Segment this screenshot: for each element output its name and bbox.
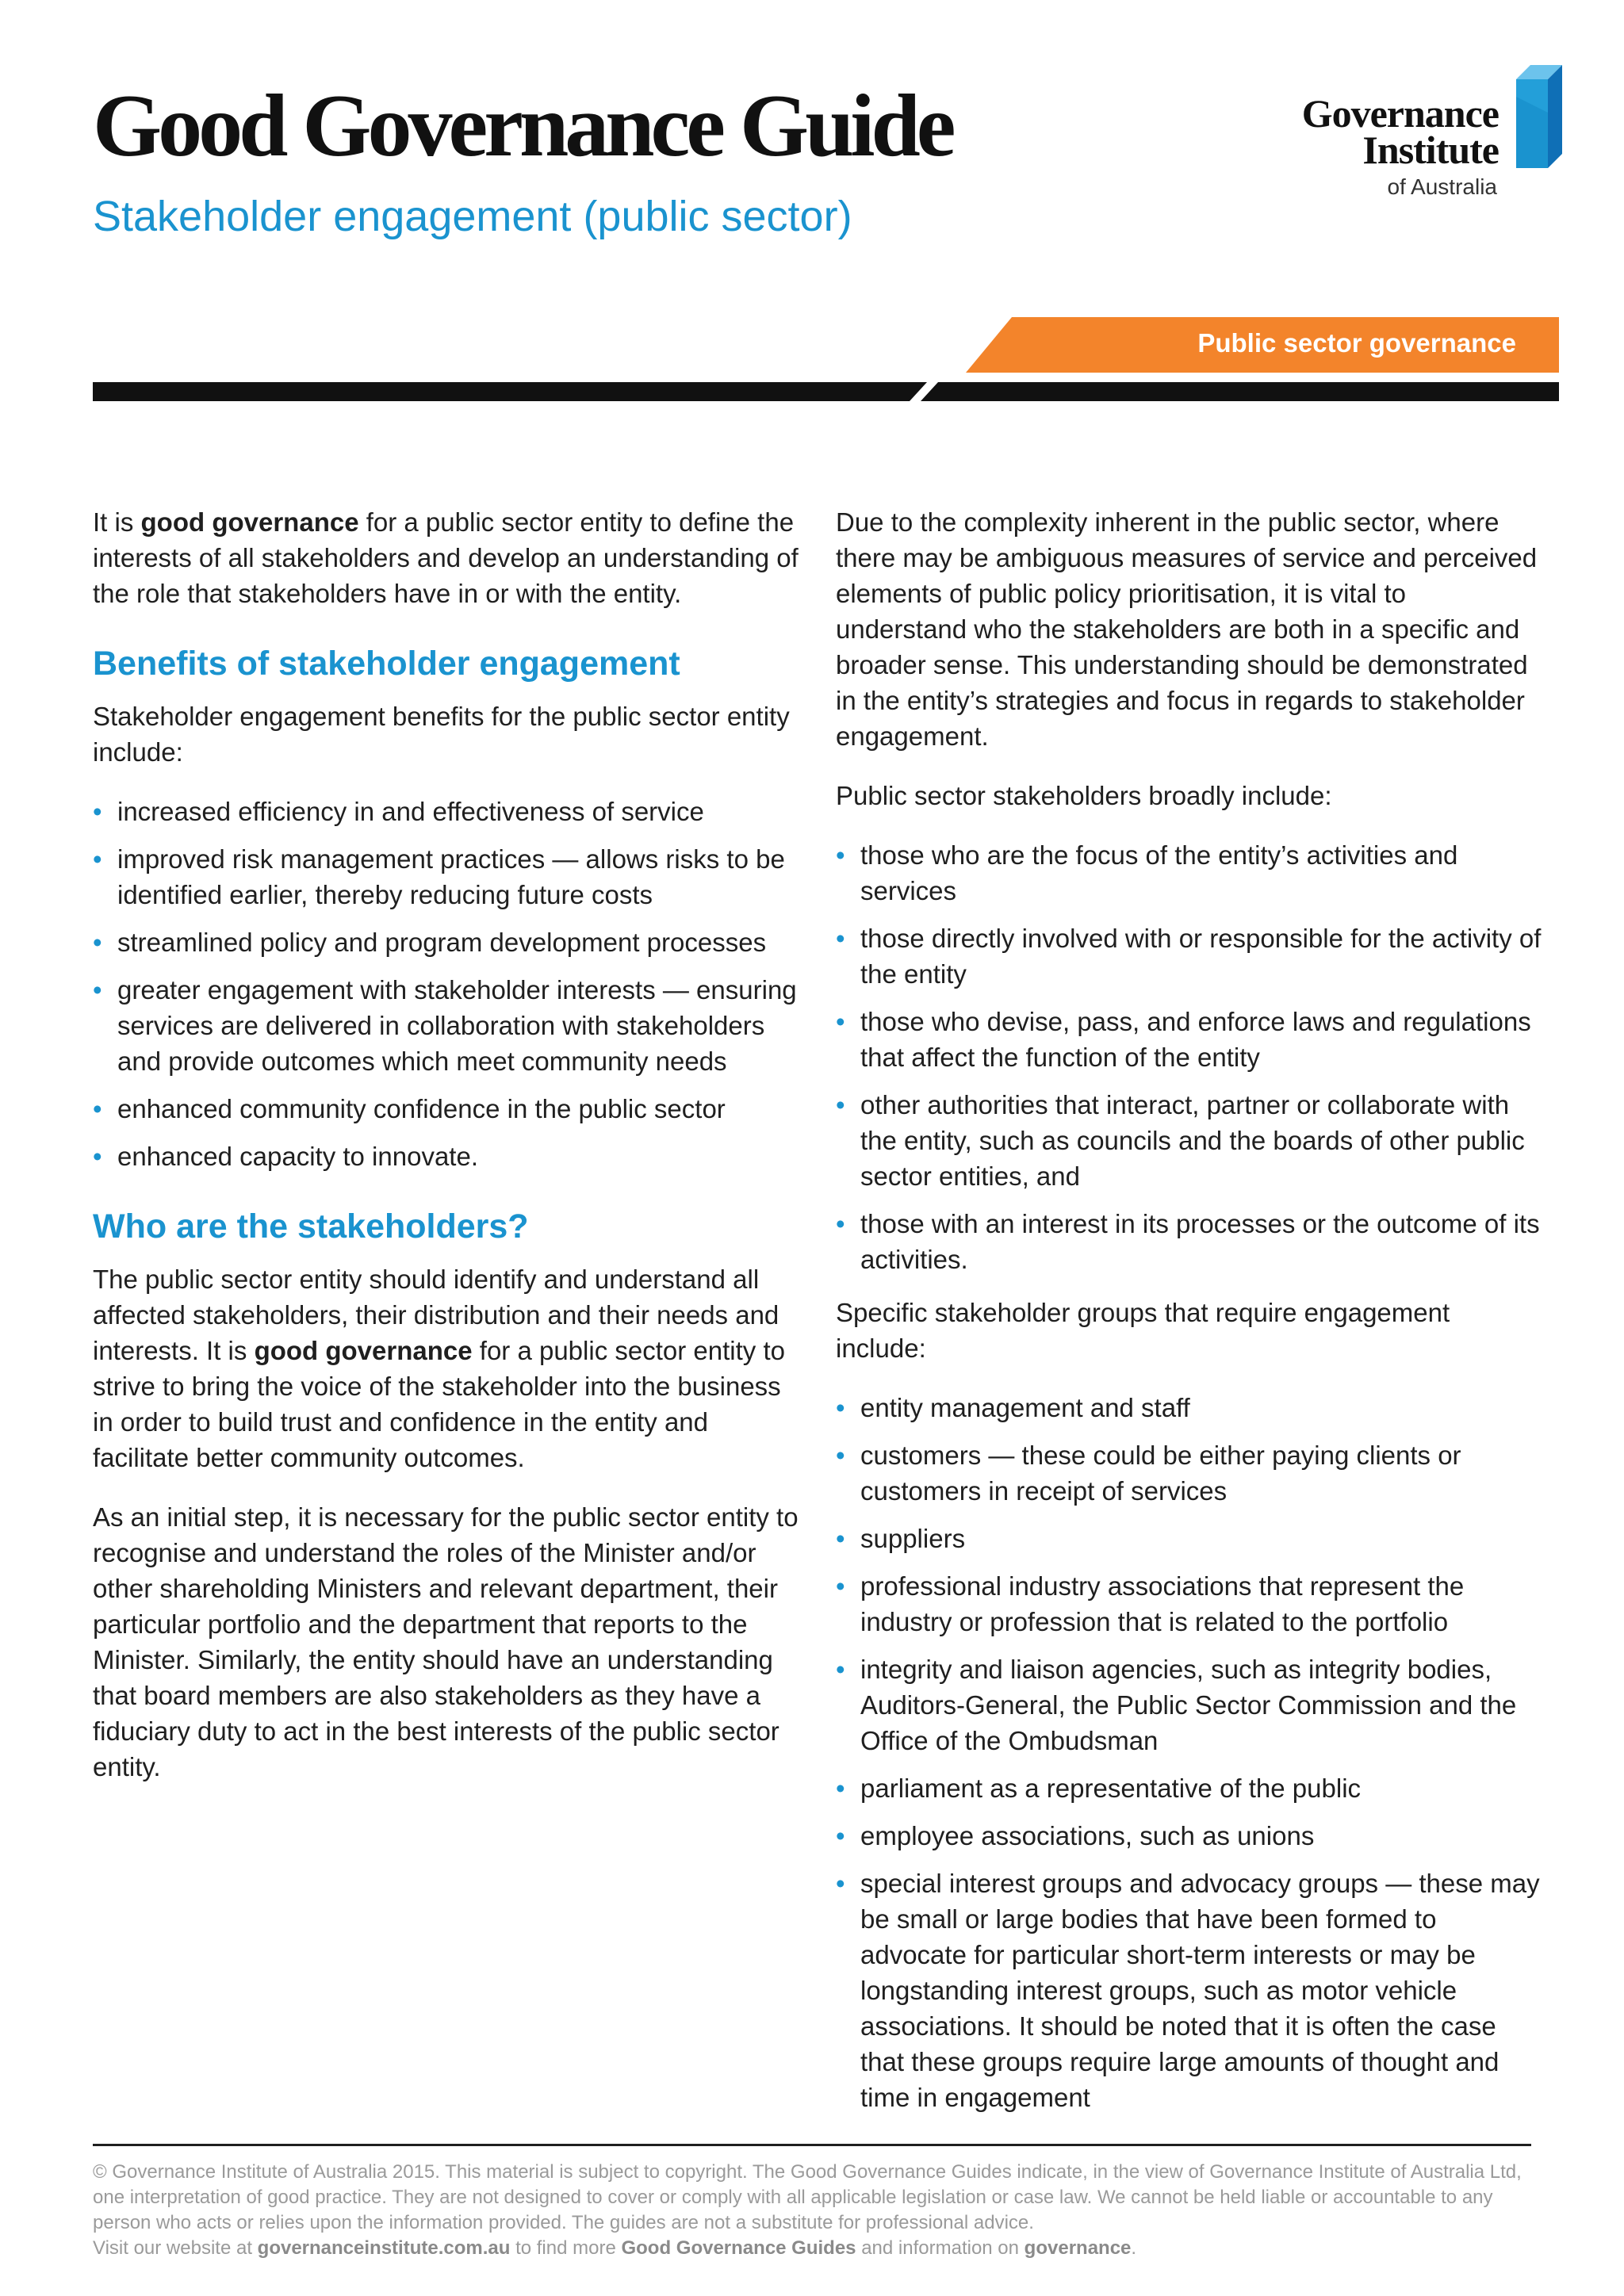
list-item: • those directly involved with or responsible for the activity of the entity (836, 920, 1542, 992)
complexity-paragraph: Due to the complexity inherent in the public sector, where there may be ambiguous measures of service and perceived elements of public policy prioritisation, it is vital to understand who the stakeholders are both in a specific and broader sense. This understanding should be demonstrated in the entity’s strategies and focus in regards to stakeholder engagement. (836, 507, 1538, 751)
broad-stakeholders-list (836, 837, 1542, 1277)
list-item: • improved risk management practices — allows risks to be identified earlier, thereby reducing future costs (93, 841, 799, 913)
website-line: Visit our website at governanceinstitute.com.au to find more Good Governance Guides and information on governance. (93, 2237, 1137, 2259)
broad-intro: Public sector stakeholders broadly include: (836, 781, 1332, 810)
who-paragraph-2: As an initial step, it is necessary for the public sector entity to recognise and understand the roles of the Minister and/or other shareholding Ministers and relevant department, their particular portfolio and the department that reports to the Minister. Similarly, the entity should have an understanding that board members are also stakeholders as they have a fiduciary duty to act in the best interests of the public sector entity. (93, 1502, 799, 1781)
intro-paragraph: It is good governance for a public sector entity to define the interests of all stakeholders and develop an understanding of the role that stakeholders have in or with the entity. (93, 507, 799, 608)
list-item: • those who devise, pass, and enforce laws and regulations that affect the function of the entity (836, 1004, 1542, 1075)
list-item: • other authorities that interact, partner or collaborate with the entity, such as councils and the boards of other public sector entities, and (836, 1087, 1542, 1194)
who-paragraph-1: The public sector entity should identify and understand all affected stakeholders, their distribution and their needs and interests. It is good governance for a public sector entity to strive to bring the voice of the stakeholder into the business in order to build trust and confidence in the entity and facilitate better community outcomes. (93, 1265, 785, 1472)
list-item: • suppliers (836, 1521, 1542, 1556)
page-subtitle: Stakeholder engagement (public sector) (93, 193, 852, 240)
logo-mark-icon (1516, 65, 1562, 168)
list-item: • increased efficiency in and effectiveness of service (93, 794, 799, 829)
website-link[interactable]: governanceinstitute.com.au (257, 2237, 511, 2259)
benefits-list (93, 794, 799, 1174)
who-heading: Who are the stakeholders? (93, 1207, 529, 1246)
benefits-intro: Stakeholder engagement benefits for the public sector entity include: (93, 702, 790, 767)
left-column (93, 504, 799, 1808)
footer (93, 2160, 1531, 2261)
logo-line-2: Institute (1362, 128, 1499, 172)
banner-label: Public sector governance (1197, 328, 1516, 358)
governance-institute-logo (1261, 65, 1562, 200)
benefits-heading: Benefits of stakeholder engagement (93, 645, 680, 683)
list-item: • enhanced capacity to innovate. (93, 1138, 799, 1174)
list-item: • those with an interest in its processes or the outcome of its activities. (836, 1206, 1542, 1277)
list-item: • those who are the focus of the entity’s activities and services (836, 837, 1542, 909)
logo-line-1: Governance (1301, 91, 1499, 136)
list-item: • special interest groups and advocacy groups — these may be small or large bodies that have been formed to advocate for particular short-term interests or may be longstanding interest groups, such as motor vehicle associations. It should be noted that it is often the case that these groups require large amounts of thought and time in engagement (836, 1866, 1542, 2115)
list-item: • professional industry associations that represent the industry or profession that is related to the portfolio (836, 1568, 1542, 1640)
specific-intro: Specific stakeholder groups that require engagement include: (836, 1298, 1450, 1363)
footer-divider (93, 2144, 1531, 2146)
logo-line-3: of Australia (1387, 174, 1497, 199)
right-column (836, 504, 1542, 2133)
copyright-notice: © Governance Institute of Australia 2015. This material is subject to copyright. The Good Governance Guides indicate, in the view of Governance Institute of Australia Ltd, one interpretation of good practice. They are not designed to cover or comply with all applicable legislation or case law. We cannot be held liable or accountable to any person who acts or relies upon the information provided. The guides are not a substitute for professional advice. (93, 2161, 1522, 2233)
list-item: • integrity and liaison agencies, such as integrity bodies, Auditors-General, the Public Sector Commission and the Office of the Ombudsman (836, 1651, 1542, 1758)
list-item: • employee associations, such as unions (836, 1818, 1542, 1854)
list-item: • greater engagement with stakeholder interests — ensuring services are delivered in collaboration with stakeholders and provide outcomes which meet community needs (93, 972, 799, 1079)
list-item: • parliament as a representative of the public (836, 1770, 1542, 1806)
page-title: Good Governance Guide (93, 77, 952, 175)
list-item: • customers — these could be either paying clients or customers in receipt of services (836, 1437, 1542, 1509)
specific-groups-list (836, 1390, 1542, 2115)
header-rule (93, 382, 1559, 401)
list-item: • enhanced community confidence in the public sector (93, 1091, 799, 1127)
list-item: • streamlined policy and program development processes (93, 924, 799, 960)
public-sector-governance-banner (966, 317, 1559, 373)
list-item: • entity management and staff (836, 1390, 1542, 1425)
